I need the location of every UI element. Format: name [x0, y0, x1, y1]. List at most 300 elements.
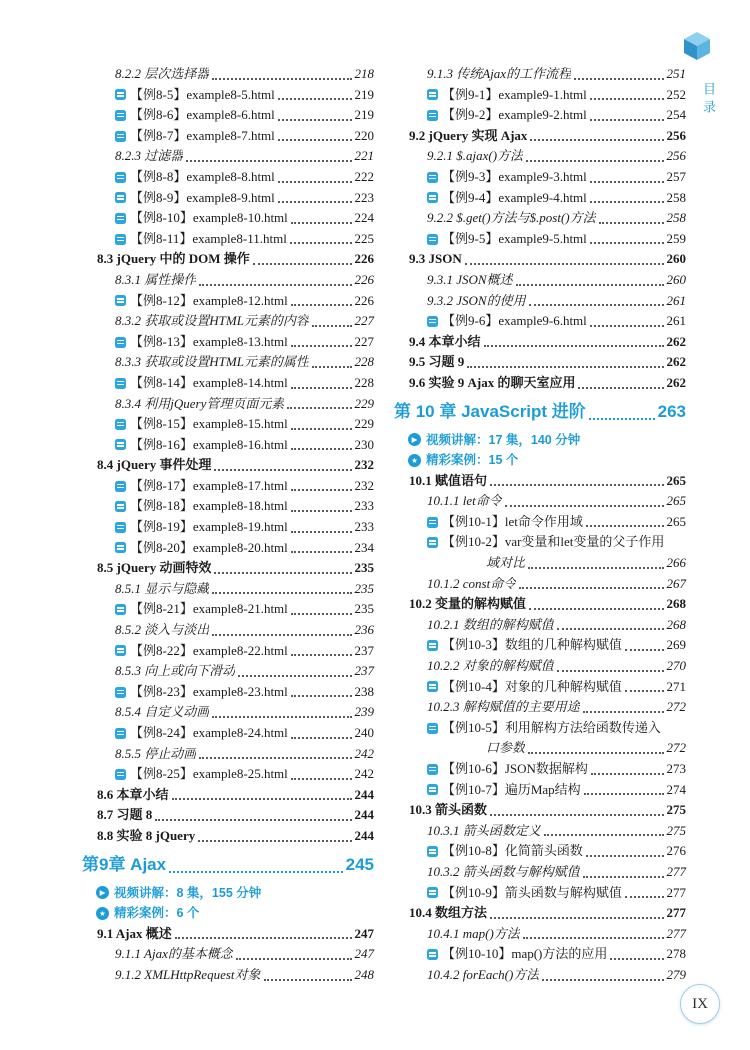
entry-label: 【例10-8】化简箭头函数	[442, 843, 583, 859]
entry-page-number: 226	[354, 292, 374, 308]
entry-label: 【例8-17】example8-17.html	[130, 477, 288, 493]
dot-leader	[526, 160, 663, 162]
toc-section	[394, 594, 686, 615]
entry-label: 【例8-16】example8-16.html	[130, 436, 288, 452]
example-icon	[115, 604, 126, 615]
toc-example	[82, 414, 374, 435]
toc-subsection	[394, 615, 686, 636]
entry-page-number: 227	[354, 333, 374, 349]
dot-leader	[198, 840, 351, 842]
toc-subsection	[394, 697, 686, 718]
dot-leader	[590, 201, 664, 203]
entry-page-number: 248	[354, 966, 374, 982]
entry-page-number: 254	[666, 107, 686, 123]
entry-page-number: 239	[354, 704, 374, 720]
entry-label: 10.2.3 解构赋值的主要用途	[427, 699, 580, 715]
dot-leader	[586, 855, 664, 857]
dot-leader	[465, 263, 664, 265]
entry-label: 【例8-11】example8-11.html	[130, 230, 287, 246]
entry-label: 【例9-1】example9-1.html	[442, 86, 587, 102]
example-icon	[427, 723, 438, 734]
entry-label: 【例8-12】example8-12.html	[130, 292, 288, 308]
dot-leader	[291, 489, 352, 491]
example-icon	[115, 192, 126, 203]
dot-leader	[625, 896, 664, 898]
toc-example	[82, 208, 374, 229]
entry-page-number: 260	[666, 271, 686, 287]
entry-page-number: 268	[666, 596, 686, 612]
dot-leader	[528, 752, 663, 754]
toc-section	[82, 455, 374, 476]
example-icon	[115, 501, 126, 512]
entry-label: 10.3.1 箭头函数定义	[427, 822, 541, 838]
dot-leader	[214, 469, 351, 471]
example-icon	[427, 517, 438, 528]
page-number-badge	[680, 984, 720, 1024]
dot-leader	[610, 958, 663, 960]
dot-leader	[625, 690, 664, 692]
dot-leader	[586, 525, 664, 527]
toc-example	[394, 311, 686, 332]
entry-page-number: 279	[666, 966, 686, 982]
dot-leader	[519, 587, 663, 589]
entry-label: 9.5 习题 9	[409, 354, 465, 370]
toc-example	[394, 841, 686, 862]
entry-page-number: 229	[354, 395, 374, 411]
entry-label: 8.6 本章小结	[97, 786, 169, 802]
entry-label: 【例8-13】example8-13.html	[130, 333, 288, 349]
toc-chapter	[82, 847, 374, 883]
entry-page-number: 252	[666, 86, 686, 102]
entry-label: 视频讲解：17 集，140 分钟	[426, 432, 581, 447]
entry-label: 【例10-7】遍历Map结构	[442, 781, 581, 797]
entry-label: 【例9-2】example9-2.html	[442, 107, 587, 123]
entry-page-number: 277	[666, 863, 686, 879]
entry-page-number: 265	[666, 513, 686, 529]
entry-page-number: 227	[354, 313, 374, 329]
entry-page-number: 265	[666, 493, 686, 509]
entry-label: 10.3.2 箭头函数与解构赋值	[427, 863, 580, 879]
dot-leader	[467, 366, 663, 368]
entry-page-number: 240	[354, 725, 374, 740]
example-icon	[115, 481, 126, 492]
entry-label: 视频讲解：8 集，155 分钟	[114, 885, 262, 900]
toc-subsection	[394, 208, 686, 229]
toc-section	[394, 352, 686, 373]
entry-page-number: 261	[666, 313, 686, 329]
toc-example	[82, 723, 374, 744]
dot-leader	[583, 711, 664, 713]
toc-section	[394, 800, 686, 821]
entry-page-number: 262	[666, 333, 686, 349]
dot-leader	[278, 181, 352, 183]
entry-page-number: 238	[354, 683, 374, 699]
dot-leader	[490, 814, 663, 816]
entry-page-number: 245	[345, 854, 374, 874]
dot-leader	[590, 98, 664, 100]
dot-leader	[236, 958, 352, 960]
entry-label: 【例10-3】数组的几种解构赋值	[442, 637, 622, 653]
dot-leader	[199, 284, 351, 286]
entry-page-number: 228	[354, 374, 374, 390]
entry-page-number: 235	[354, 560, 374, 576]
toc-example	[82, 85, 374, 106]
entry-page-number: 228	[354, 354, 374, 370]
dot-leader	[169, 871, 343, 873]
dot-leader	[557, 628, 664, 630]
example-icon	[115, 337, 126, 348]
entry-label: 域对比	[486, 555, 526, 571]
example-icon	[427, 640, 438, 651]
dot-leader	[530, 139, 663, 141]
entry-page-number: 269	[666, 637, 686, 653]
toc-example	[82, 682, 374, 703]
entry-label: 8.3.3 获取或设置HTML元素的属性	[115, 354, 309, 370]
toc-section	[82, 805, 374, 826]
entry-label: 9.1 Ajax 概述	[97, 925, 172, 941]
dot-leader	[291, 387, 352, 389]
entry-page-number: 268	[666, 616, 686, 632]
example-icon	[427, 537, 438, 548]
entry-page-number: 229	[354, 416, 374, 432]
entry-page-number: 226	[354, 271, 374, 287]
example-icon	[115, 110, 126, 121]
example-icon	[427, 316, 438, 327]
entry-label: 10.3 箭头函数	[409, 802, 488, 818]
toc-example	[394, 780, 686, 801]
example-icon	[115, 645, 126, 656]
example-icon	[115, 131, 126, 142]
toc-subsection	[82, 944, 374, 965]
case-meta-line	[82, 903, 374, 924]
dot-leader	[212, 716, 351, 718]
toc-section	[394, 471, 686, 492]
toc-subsection	[82, 661, 374, 682]
toc-continuation	[394, 553, 686, 574]
dot-leader	[212, 634, 351, 636]
toc-example	[82, 105, 374, 126]
entry-page-number: 275	[666, 802, 686, 818]
dot-leader	[175, 937, 352, 939]
entry-page-number: 256	[666, 127, 686, 143]
toc-section	[394, 332, 686, 353]
entry-page-number: 219	[354, 107, 374, 123]
dot-leader	[291, 737, 352, 739]
example-icon	[427, 764, 438, 775]
toc-chapter	[394, 394, 686, 430]
entry-page-number: 271	[666, 678, 686, 694]
entry-label: 【例8-24】example8-24.html	[130, 725, 288, 740]
video-icon: ▶	[96, 886, 109, 899]
entry-page-number: 273	[666, 761, 686, 776]
entry-label: 【例8-25】example8-25.html	[130, 766, 288, 782]
toc-example	[394, 229, 686, 250]
dot-leader	[264, 979, 352, 981]
toc-example	[394, 512, 686, 533]
toc-example	[394, 85, 686, 106]
entry-label: 【例10-9】箭头函数与解构赋值	[442, 884, 622, 900]
entry-page-number: 265	[666, 472, 686, 488]
entry-label: 8.3 jQuery 中的 DOM 操作	[97, 251, 250, 267]
dot-leader	[291, 428, 352, 430]
entry-page-number: 235	[354, 580, 374, 596]
dot-leader	[590, 119, 664, 121]
dot-leader	[155, 819, 351, 821]
entry-label: 第9章 Ajax	[82, 854, 167, 874]
entry-label: 第 10 章 JavaScript 进阶	[394, 401, 586, 421]
entry-label: 8.3.4 利用jQuery管理页面元素	[115, 395, 285, 411]
entry-label: 10.4 数组方法	[409, 905, 488, 921]
entry-label: 10.1.2 const命令	[427, 575, 517, 591]
entry-label: 9.1.2 XMLHttpRequest对象	[115, 966, 261, 982]
example-icon	[115, 234, 126, 245]
entry-label: 【例10-4】对象的几种解构赋值	[442, 678, 622, 694]
entry-label: 9.3.1 JSON概述	[427, 271, 513, 287]
entry-label: 【例8-19】example8-19.html	[130, 519, 288, 535]
entry-label: 8.5 jQuery 动画特效	[97, 560, 212, 576]
entry-label: 8.2.2 层次选择器	[115, 66, 210, 81]
dot-leader	[199, 757, 351, 759]
entry-label: 【例9-5】example9-5.html	[442, 230, 587, 246]
entry-label: 8.4 jQuery 事件处理	[97, 457, 212, 473]
toc-section	[394, 903, 686, 924]
entry-label: 【例8-8】example8-8.html	[130, 168, 275, 184]
entry-page-number: 251	[666, 66, 686, 81]
entry-page-number: 260	[666, 251, 686, 267]
toc-section	[82, 785, 374, 806]
entry-label: 10.2.2 对象的解构赋值	[427, 658, 554, 674]
toc-example	[82, 517, 374, 538]
dot-leader	[312, 325, 352, 327]
entry-page-number: 242	[354, 766, 374, 782]
dot-leader	[490, 917, 663, 919]
toc-example	[82, 126, 374, 147]
entry-page-number: 230	[354, 436, 374, 452]
toc-subsection	[82, 64, 374, 85]
dot-leader	[599, 222, 664, 224]
entry-page-number: 272	[666, 740, 686, 756]
entry-label: 【例8-10】example8-10.html	[130, 210, 288, 226]
toc-subsection	[394, 491, 686, 512]
dot-leader	[590, 325, 664, 327]
example-icon	[427, 846, 438, 857]
dot-leader	[287, 407, 351, 409]
dot-leader	[278, 119, 352, 121]
toc-subsection	[82, 311, 374, 332]
entry-page-number: 236	[354, 622, 374, 638]
dot-leader	[529, 304, 664, 306]
toc-subsection	[82, 579, 374, 600]
dot-leader	[542, 979, 663, 981]
toc-section	[394, 249, 686, 270]
entry-page-number: 274	[666, 781, 686, 797]
toc-example	[394, 759, 686, 780]
toc-subsection	[82, 965, 374, 986]
entry-page-number: 226	[354, 251, 374, 267]
example-icon	[115, 89, 126, 100]
toc-section	[82, 558, 374, 579]
entry-label: 【例8-23】example8-23.html	[130, 683, 288, 699]
case-icon: ★	[408, 454, 421, 467]
toc-section	[394, 126, 686, 147]
toc-column-left	[82, 64, 374, 986]
toc-section	[82, 826, 374, 847]
entry-page-number: 272	[666, 699, 686, 715]
toc-example	[82, 291, 374, 312]
dot-leader	[529, 608, 663, 610]
dot-leader	[278, 139, 352, 141]
entry-label: 8.8 实验 8 jQuery	[97, 827, 196, 843]
toc-subsection	[394, 965, 686, 986]
toc-example	[394, 532, 686, 553]
entry-label: 【例8-21】example8-21.html	[130, 601, 288, 617]
example-icon	[427, 234, 438, 245]
entry-label: 【例8-9】example8-9.html	[130, 189, 275, 205]
entry-page-number: 232	[354, 457, 374, 473]
dot-leader	[312, 366, 352, 368]
entry-label: 8.5.2 淡入与淡出	[115, 622, 210, 638]
cube-icon	[682, 30, 712, 67]
entry-page-number: 220	[354, 127, 374, 143]
entry-page-number: 267	[666, 575, 686, 591]
dot-leader	[238, 675, 351, 677]
entry-page-number: 278	[666, 946, 686, 962]
example-icon	[427, 784, 438, 795]
example-icon	[427, 887, 438, 898]
entry-label: 8.3.1 属性操作	[115, 271, 197, 287]
entry-label: 【例8-22】example8-22.html	[130, 642, 288, 658]
toc-example	[82, 188, 374, 209]
example-icon	[115, 295, 126, 306]
entry-page-number: 225	[354, 230, 374, 246]
video-meta-line	[394, 430, 686, 451]
entry-page-number: 223	[354, 189, 374, 205]
entry-page-number: 244	[354, 807, 374, 823]
entry-label: 8.5.1 显示与隐藏	[115, 580, 210, 596]
toc-column-right	[394, 64, 686, 986]
dot-leader	[214, 572, 351, 574]
toc-subsection	[82, 394, 374, 415]
entry-label: 10.4.1 map()方法	[427, 925, 520, 941]
toc-subsection	[82, 620, 374, 641]
toc-example	[82, 476, 374, 497]
page-number-text: IX	[692, 995, 708, 1012]
entry-page-number: 277	[666, 905, 686, 921]
toc-example	[394, 883, 686, 904]
toc-subsection	[394, 574, 686, 595]
toc-subsection	[82, 270, 374, 291]
entry-label: 8.5.5 停止动画	[115, 745, 197, 761]
toc-continuation	[394, 738, 686, 759]
entry-page-number: 259	[666, 230, 686, 246]
toc-example	[82, 373, 374, 394]
dot-leader	[484, 345, 664, 347]
dot-leader	[590, 181, 664, 183]
entry-label: 10.1 赋值语句	[409, 472, 488, 488]
dot-leader	[291, 304, 352, 306]
entry-label: 精彩案例：15 个	[426, 453, 519, 468]
dot-leader	[253, 263, 352, 265]
toc-section	[82, 924, 374, 945]
entry-page-number: 232	[354, 477, 374, 493]
entry-label: 10.1.1 let命令	[427, 493, 502, 509]
dot-leader	[544, 834, 664, 836]
toc-subsection	[394, 656, 686, 677]
example-icon	[427, 949, 438, 960]
dot-leader	[589, 418, 655, 420]
dot-leader	[505, 505, 664, 507]
toc-example	[82, 641, 374, 662]
example-icon	[115, 213, 126, 224]
toc-example	[82, 496, 374, 517]
entry-label: 【例10-2】var变量和let变量的父子作用	[442, 534, 665, 550]
entry-page-number: 263	[657, 401, 686, 421]
entry-page-number: 277	[666, 925, 686, 941]
toc-example	[82, 167, 374, 188]
entry-label: 【例10-1】let命令作用域	[442, 513, 583, 529]
entry-page-number: 262	[666, 374, 686, 390]
toc-example	[82, 599, 374, 620]
toc-example	[394, 105, 686, 126]
toc-subsection	[82, 702, 374, 723]
entry-page-number: 262	[666, 354, 686, 370]
toc-sidebar-label: 目录	[701, 82, 716, 118]
toc-example	[394, 677, 686, 698]
toc-subsection	[394, 862, 686, 883]
case-meta-line	[394, 450, 686, 471]
toc-example	[394, 167, 686, 188]
entry-label: 8.2.3 过滤器	[115, 148, 184, 164]
example-icon	[427, 192, 438, 203]
entry-label: 【例8-18】example8-18.html	[130, 498, 288, 514]
dot-leader	[490, 484, 663, 486]
entry-label: 【例8-6】example8-6.html	[130, 107, 275, 123]
dot-leader	[574, 78, 663, 80]
toc-example	[82, 538, 374, 559]
toc-example	[82, 332, 374, 353]
entry-label: 8.3.2 获取或设置HTML元素的内容	[115, 313, 309, 329]
entry-label: 【例10-5】利用解构方法给函数传递入	[442, 719, 661, 735]
dot-leader	[212, 592, 351, 594]
entry-label: 【例9-3】example9-3.html	[442, 168, 587, 184]
entry-label: 10.2 变量的解构赋值	[409, 596, 527, 612]
entry-page-number: 233	[354, 519, 374, 535]
dot-leader	[590, 242, 664, 244]
entry-label: 9.1.3 传统Ajax的工作流程	[427, 66, 572, 81]
toc-example	[394, 944, 686, 965]
entry-page-number: 266	[666, 555, 686, 571]
video-icon: ▶	[408, 433, 421, 446]
example-icon	[427, 110, 438, 121]
toc-subsection	[394, 291, 686, 312]
example-icon	[427, 172, 438, 183]
entry-page-number: 244	[354, 786, 374, 802]
toc-example	[82, 764, 374, 785]
entry-label: 【例8-14】example8-14.html	[130, 374, 288, 390]
dot-leader	[291, 531, 352, 533]
entry-page-number: 237	[354, 642, 374, 658]
entry-page-number: 235	[354, 601, 374, 617]
entry-label: 【例9-6】example9-6.html	[442, 313, 587, 329]
example-icon	[115, 172, 126, 183]
entry-page-number: 237	[354, 663, 374, 679]
entry-page-number: 258	[666, 189, 686, 205]
toc-section	[394, 373, 686, 394]
entry-page-number: 258	[666, 210, 686, 226]
example-icon	[427, 89, 438, 100]
dot-leader	[591, 773, 664, 775]
dot-leader	[523, 937, 664, 939]
